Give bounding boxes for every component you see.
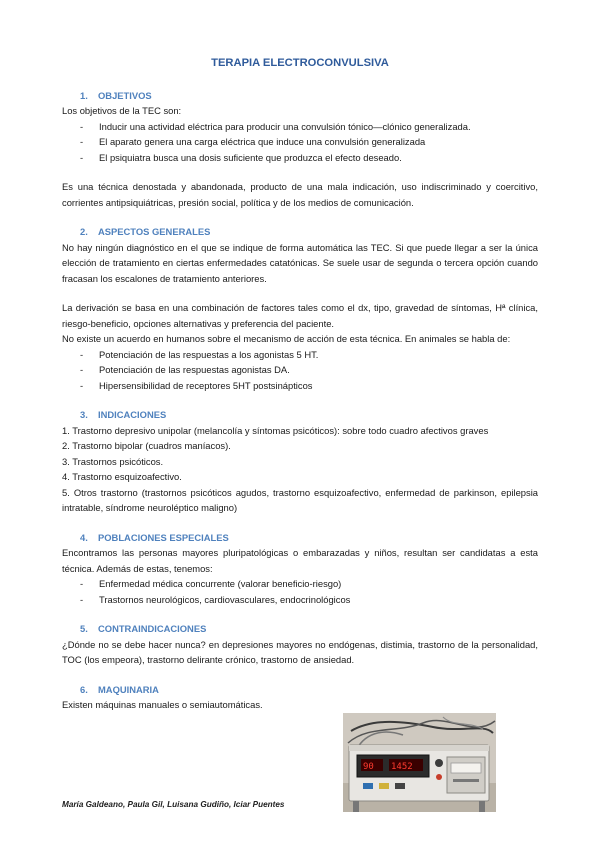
- aspectos-paragraph-3: No existe un acuerdo en humanos sobre el mecanismo de acción de esta técnica. En animales se habla de:: [62, 333, 511, 344]
- ect-machine-photo: [343, 713, 496, 812]
- list-item: - Potenciación de las respuestas agonistas DA.: [62, 362, 538, 378]
- section-heading-aspectos-generales: 2. ASPECTOS GENERALES: [80, 226, 211, 237]
- list-item: - Inducir una actividad eléctrica para producir una convulsión tónico—clónico generalizada.: [62, 119, 538, 135]
- authors-footer: María Galdeano, Paula Gil, Luisana Gudiño, Iciar Puentes: [62, 800, 285, 809]
- indicacion-line: 3. Trastornos psicóticos.: [62, 455, 164, 467]
- section-heading-indicaciones: 3. INDICACIONES: [80, 409, 167, 420]
- machine-display-right: 1452: [391, 762, 413, 772]
- document-title: TERAPIA ELECTROCONVULSIVA: [211, 57, 389, 69]
- aspectos-paragraph-1: No hay ningún diagnóstico en el que se indique de forma automática las TEC. Si que puede llegar a ser la única elección de tratamiento en ciertas enfermedades catatónicas. Se suele usar de segunda o tercera opción cuando fracasan los escalones de tratamiento anteriores.: [62, 241, 538, 284]
- poblaciones-paragraph: Encontramos las personas mayores pluripatológicas o embarazadas y niños, resultan ser candidatas a esta técnica. Además de estas, tenemos:: [62, 547, 538, 574]
- section-heading-poblaciones-especiales: 4. POBLACIONES ESPECIALES: [80, 531, 229, 543]
- section-heading-contraindicaciones: 5. CONTRAINDICACIONES: [80, 623, 207, 634]
- list-item: - Trastornos neurológicos, cardiovasculares, endocrinológicos: [62, 592, 538, 608]
- list-item: - El psiquiatra busca una dosis suficiente que produzca el efecto deseado.: [62, 150, 538, 166]
- indicacion-line: 4. Trastorno esquizoafectivo.: [62, 471, 182, 482]
- poblaciones-list: [62, 576, 538, 607]
- maquinaria-paragraph: Existen máquinas manuales o semiautomáticas.: [62, 699, 263, 710]
- indicacion-line: 1. Trastorno depresivo unipolar (melancolía y síntomas psicóticos): sobre todo cuadro afectivos graves: [62, 424, 489, 436]
- list-item: - Potenciación de las respuestas a los agonistas 5 HT.: [62, 347, 538, 363]
- machine-display-left: 90: [363, 762, 374, 772]
- document-page: [62, 56, 538, 713]
- aspectos-list: [62, 347, 538, 394]
- objetivos-list: [62, 119, 538, 166]
- indicacion-line: 2. Trastorno bipolar (cuadros maníacos).: [62, 440, 231, 451]
- list-item: - Hipersensibilidad de receptores 5HT postsinápticos: [62, 378, 538, 394]
- list-item: - Enfermedad médica concurrente (valorar beneficio-riesgo): [62, 576, 538, 592]
- section-heading-objetivos: 1. OBJETIVOS: [80, 89, 152, 101]
- contraindicaciones-paragraph: ¿Dónde no se debe hacer nunca? en depresiones mayores no endógenas, distimia, trastorno de la personalidad, TOC (los empeora), trastorno delirante crónico, trastorno de ansiedad.: [62, 638, 538, 665]
- objetivos-intro: Los objetivos de la TEC son:: [62, 105, 182, 116]
- aspectos-paragraph-2: La derivación se basa en una combinación de factores tales como el dx, tipo, gravedad de síntomas, Hª clínica, riesgo-beneficio, opciones alternativas y preferencia del paciente.: [62, 302, 538, 329]
- indicacion-line: 5. Otros trastorno (trastornos psicóticos agudos, trastorno esquizoafectivo, enfermedad de parkinson, epilepsia intratable, síndrome neuroléptico maligno): [62, 486, 538, 513]
- list-item: - El aparato genera una carga eléctrica que induce una convulsión generalizada: [62, 134, 538, 150]
- section-heading-maquinaria: 6. MAQUINARIA: [80, 683, 159, 695]
- objetivos-paragraph: Es una técnica denostada y abandonada, producto de una mala indicación, uso indiscriminado y coercitivo, corrientes antipsiquiátricas, presión social, política y de los medios de comunicación.: [62, 181, 538, 208]
